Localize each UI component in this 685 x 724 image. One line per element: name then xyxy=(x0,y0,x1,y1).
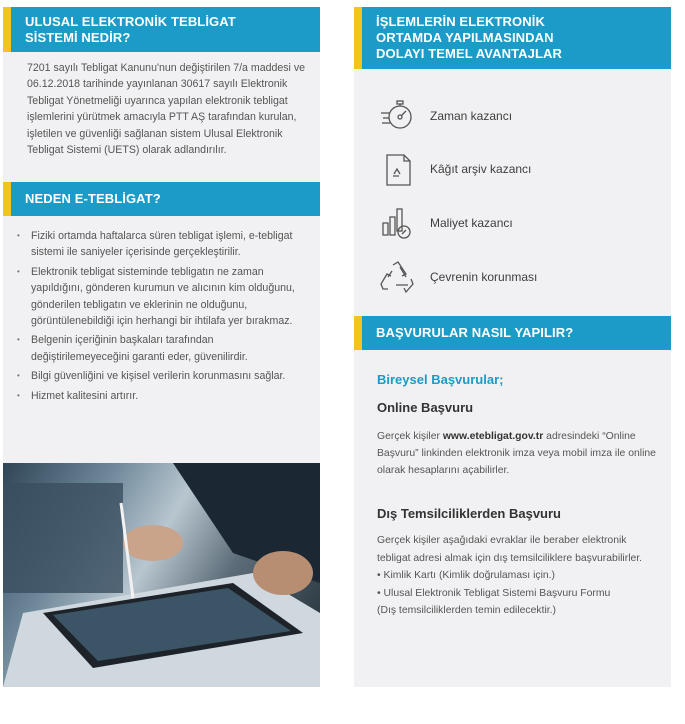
tablet-photo xyxy=(3,463,320,687)
list-item-text: Kimlik Kartı (Kimlik doğrulaması için.) xyxy=(383,570,556,581)
list-item: • Elektronik tebligat sisteminde tebligatın ne zaman yapıldığını, gönderen kurumun ve alıcının kim olduğunu, gönderilen tebligatın ve eklerinin ne olduğunu, görüntülenebildiği için herhangi bir ihtilafa yer bırakmaz. xyxy=(15,264,305,330)
online-text-post: adresindeki “Online Başvuru” linkinden elektronik imza veya mobil imza ile online olarak hesaplarını açabilirler. xyxy=(377,431,656,476)
advantage-item xyxy=(378,203,513,243)
online-heading: Online Başvuru xyxy=(377,400,474,415)
header-title: BAŞVURULAR NASIL YAPILIR? xyxy=(376,325,574,340)
header-title: NEDEN E-TEBLİGAT? xyxy=(25,191,161,206)
recycle-icon xyxy=(378,257,418,297)
advantage-item xyxy=(378,257,537,297)
what-text: 7201 sayılı Tebligat Kanunu'nun değiştirilen 7/a maddesi ve 06.12.2018 tarihinde yayınlanan 30617 sayılı Elektronik Tebligat Yönetmeliği uyarınca yapılan elektronik tebligat işlemlerini yürütmek amacıyla PTT AŞ tarafından kurulan, işletilen ve güvenliği sağlanan sistem Ulusal Elektronik Tebligat Sistemi (UETS) olarak adlandırılır. xyxy=(27,62,306,157)
advantage-label: Kâğıt arşiv kazancı xyxy=(430,162,532,176)
list-item: • Ulusal Elektronik Tebligat Sistemi Başvuru Formu xyxy=(377,587,611,599)
paper-recycle-icon xyxy=(378,149,418,189)
list-item: • Fiziki ortamda haftalarca süren tebligat işlemi, e-tebligat sistemi ile saniyeler içerisinde gerçekleştirilir. xyxy=(15,228,305,261)
section-header-what xyxy=(3,7,320,52)
list-item: • Belgenin içeriğinin başkaları tarafından değiştirilemeyeceğini garanti eder, güvenilirdir. xyxy=(15,332,305,365)
stopwatch-icon xyxy=(378,96,418,136)
abroad-paragraph: Gerçek kişiler aşağıdaki evraklar ile beraber elektronik tebligat adresi almak için dış temsilciliklere başvurabilirler. xyxy=(377,535,643,564)
advantage-label: Maliyet kazancı xyxy=(430,216,513,230)
individual-heading: Bireysel Başvurular; xyxy=(377,372,504,387)
section-header-why xyxy=(3,182,320,216)
abroad-note: (Dış temsilciliklerden temin edilecektir.) xyxy=(377,605,556,616)
advantage-item xyxy=(378,96,512,136)
abroad-heading: Dış Temsilciliklerden Başvuru xyxy=(377,506,561,521)
cost-chart-icon xyxy=(378,203,418,243)
list-item-text: Ulusal Elektronik Tebligat Sistemi Başvuru Formu xyxy=(383,587,611,599)
website-link[interactable]: www.etebligat.gov.tr xyxy=(442,431,544,442)
header-title: ULUSAL ELEKTRONİK TEBLİGAT SİSTEMİ NEDİR? xyxy=(25,13,236,45)
online-text-pre: Gerçek kişiler xyxy=(377,431,443,442)
list-item: • Bilgi güvenliğini ve kişisel verilerin korunmasını sağlar. xyxy=(15,368,305,384)
list-item: • Kimlik Kartı (Kimlik doğrulaması için.) xyxy=(377,570,556,581)
advantage-label: Çevrenin korunması xyxy=(430,270,538,284)
why-list xyxy=(15,228,305,407)
section-header-apply xyxy=(354,316,671,350)
online-text xyxy=(377,428,662,479)
advantage-item xyxy=(378,149,531,189)
advantage-label: Zaman kazancı xyxy=(430,109,513,123)
list-item: • Hizmet kalitesini artırır. xyxy=(15,388,305,404)
section-header-advantages xyxy=(354,7,671,69)
abroad-text xyxy=(377,532,662,620)
header-title: İŞLEMLERİN ELEKTRONİK ORTAMDA YAPILMASINDAN DOLAYI TEMEL AVANTAJLAR xyxy=(376,14,562,61)
